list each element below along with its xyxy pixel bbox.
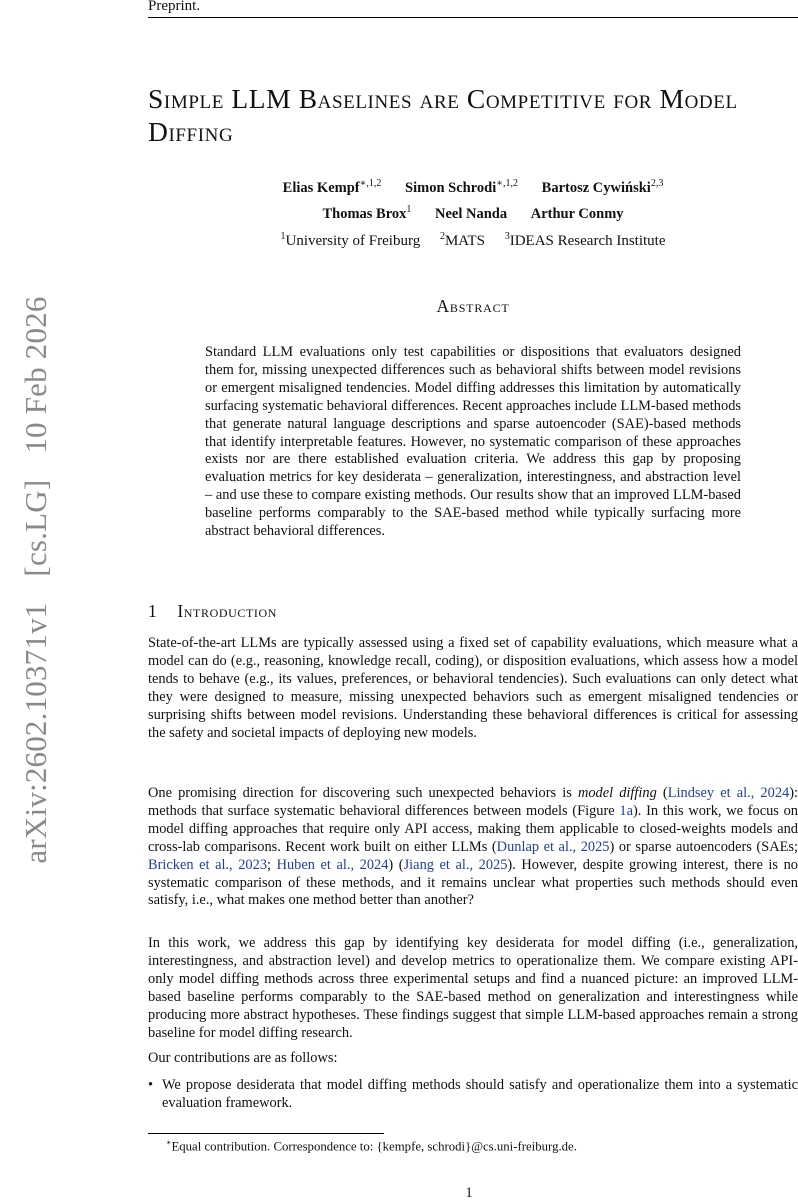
author [322,206,411,222]
author [435,206,507,222]
author-name: Elias Kempf [283,180,360,196]
author-affiliation-mark: ∗,1,2 [360,178,382,189]
author-name: Neel Nanda [435,206,507,222]
arxiv-category: [cs.LG] [18,480,53,577]
author-name: Thomas Brox [322,206,406,222]
figure-reference-link[interactable]: 1a [619,803,633,819]
affiliation-list [148,231,798,250]
header-rule [148,17,798,18]
author [542,180,664,196]
affiliation [280,233,420,249]
author [405,180,518,196]
author-name: Simon Schrodi [405,180,496,196]
page-number: 1 [0,1185,798,1202]
paragraph-text: ( [657,785,668,801]
author-affiliation-mark: 1 [406,204,411,215]
arxiv-id: arXiv:2602.10371v1 [18,603,53,864]
arxiv-stamp [16,180,56,980]
author [283,180,382,196]
section-number: 1 [148,601,157,621]
paragraph: Our contributions are as follows: [148,1050,798,1068]
paragraph [148,785,798,910]
affiliation [505,233,666,249]
paragraph: State-of-the-art LLMs are typically assessed using a fixed set of capability evaluations, which measure what a model can do (e.g., reasoning, knowledge recall, coding), or disposition evaluations, which assess how a model tends to behave (e.g., its values, preferences, or behavioral tendencies). Such evaluations can only detect what they were designed to measure, missing unexpected behaviors such as emergent misaligned tendencies or surprising shifts between model revisions. Understanding these behavioral differences is critical for assessing the safety and societal impacts of deploying new models. [148,635,798,742]
footnote-text: Equal contribution. Correspondence to: {kempfe, schrodi}@cs.uni-freiburg.de. [171,1139,577,1153]
citation-link[interactable]: Bricken et al., 2023 [148,857,267,873]
affiliation-mark: 3 [505,231,510,242]
list-item-text: We propose desiderata that model diffing methods should satisfy and operationalize them into a systematic evaluation framework. [162,1077,798,1113]
contribution-list [148,1077,798,1113]
author-name: Bartosz Cywiński [542,180,651,196]
section-title: Introduction [177,601,277,621]
abstract-heading: Abstract [148,296,798,317]
citation-link[interactable]: Lindsey et al., 2024 [668,785,789,801]
author-list [148,173,798,225]
emphasis-text: model diffing [578,785,657,801]
footnote-mark: ∗ [166,1138,171,1147]
citation-link[interactable]: Huben et al., 2024 [277,857,389,873]
paragraph-text: ): methods that surface systematic behavioral differences between models (Figure [148,785,798,819]
author-affiliation-mark: 2,3 [651,178,664,189]
list-item [148,1077,798,1113]
affiliation-name: University of Freiburg [285,233,420,249]
abstract-text: Standard LLM evaluations only test capabilities or dispositions that evaluators designed them for, missing unexpected differences such as behavioral shifts between model revisions or emergent misaligned tendencies. Model diffing addresses this limitation by automatically surfacing systematic behavioral differences. Recent approaches include LLM-based methods that generate natural language descriptions and sparse autoencoder (SAE)-based methods that identify interpretable features. However, no systematic comparison of these approaches exists nor are there established evaluation criteria. We address this gap by proposing evaluation metrics for key desiderata – generalization, interestingness, and abstraction level – and use these to compare existing methods. Our results show that an improved LLM-based baseline performs comparably to the SAE-based method while typically surfacing more abstract behavioral differences. [205,344,741,541]
bullet-marker: • [148,1077,162,1113]
footnote [166,1138,577,1154]
affiliation-name: MATS [445,233,485,249]
affiliation-name: IDEAS Research Institute [510,233,666,249]
running-header: Preprint. [148,0,200,15]
author-affiliation-mark: ∗,1,2 [496,178,518,189]
paragraph-text: ). In this work, we focus on model diffing approaches that require only API access, making them applicable to closed-weights models and cross-lab comparisons. Recent work built on either LLMs ( [148,803,798,855]
footnote-rule [148,1133,384,1134]
paragraph-text: ; [267,857,277,873]
paragraph-text: ). However, despite growing interest, there is no systematic comparison of these methods, and it remains unclear what properties such methods should even satisfy, i.e., what makes one method better than another? [148,857,798,909]
paragraph-text: ) ( [388,857,403,873]
paragraph-text: ) or sparse autoencoders (SAEs; [610,839,798,855]
affiliation-mark: 2 [440,231,445,242]
affiliation [440,233,485,249]
citation-link[interactable]: Dunlap et al., 2025 [497,839,610,855]
author-name: Arthur Conmy [531,206,624,222]
citation-link[interactable]: Jiang et al., 2025 [404,857,508,873]
section-heading [148,601,277,622]
arxiv-date: 10 Feb 2026 [18,296,53,453]
affiliation-mark: 1 [280,231,285,242]
paragraph: In this work, we address this gap by identifying key desiderata for model diffing (i.e., generalization, interestingness, and abstraction level) and develop metrics to operationalize them. We compare existing API-only model diffing methods across three experimental setups and find a nuanced picture: an improved LLM-based baseline performs comparably to the SAE-based method on generalization and interestingness while producing more abstract hypotheses. These findings suggest that simple LLM-based approaches remain a strong baseline for model diffing research. [148,935,798,1042]
author [531,206,624,222]
paragraph-text: One promising direction for discovering such unexpected behaviors is [148,785,578,801]
paper-title: Simple LLM Baselines are Competitive for Model Diffing [148,82,798,148]
